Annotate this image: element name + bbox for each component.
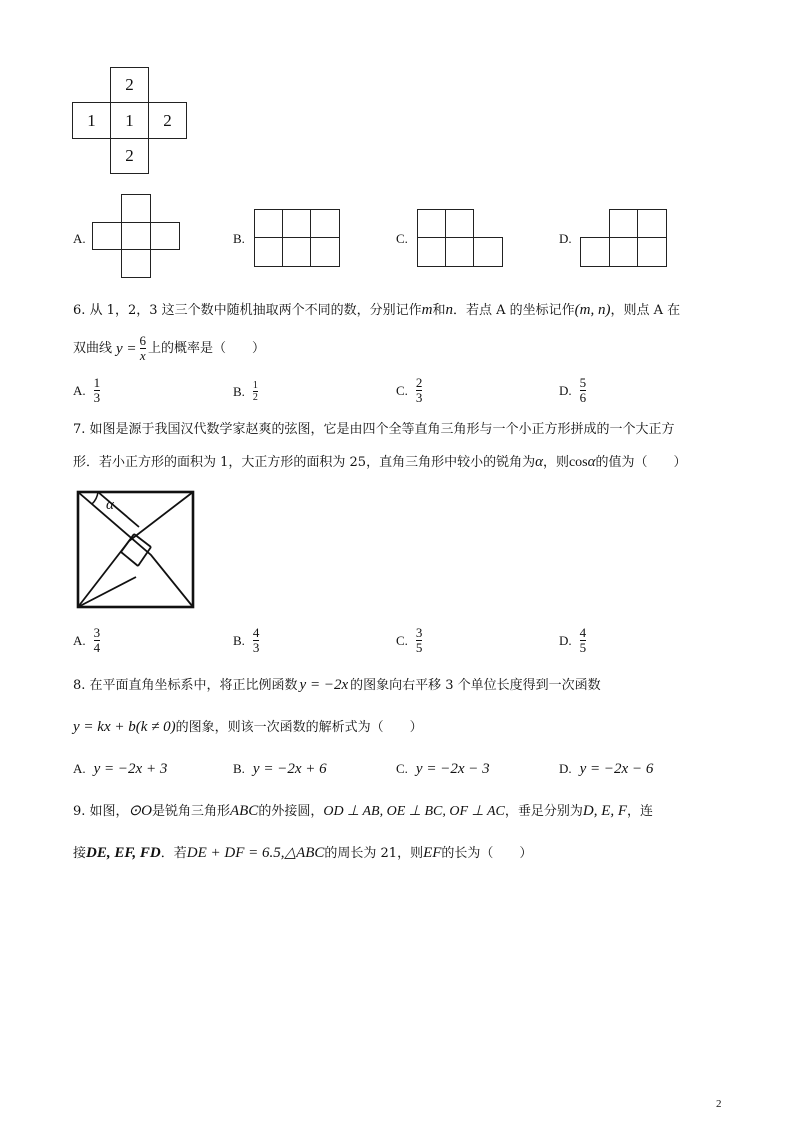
q8-option-c[interactable] xyxy=(396,761,490,777)
q6-text-and: 和 xyxy=(432,303,446,318)
q6-question-line1 xyxy=(73,302,680,319)
q8-question-line2 xyxy=(73,719,423,736)
q8-option-c-label: C. xyxy=(396,761,408,776)
q6-option-d-label: D. xyxy=(559,382,572,398)
q6-text-5: 上的概率是（ ） xyxy=(148,340,266,356)
q6-frac-den: x xyxy=(139,348,146,363)
q6-question-line2 xyxy=(73,334,265,363)
q7-figure-alpha-label: α xyxy=(106,497,114,513)
q7-option-a[interactable] xyxy=(73,626,100,655)
q7-option-b[interactable] xyxy=(233,626,259,655)
q9-ef: EF xyxy=(423,845,442,861)
q7-option-c-fraction: $\frac{3}{5}$ xyxy=(415,625,423,655)
q8-option-c-expr: y = −2x − 3 xyxy=(415,761,490,777)
net-cell-bottom: 2 xyxy=(110,138,149,174)
q7-cos: cos xyxy=(568,455,588,470)
q9-triangle-abc: ABC xyxy=(229,803,259,819)
q7-option-d-fraction: $\frac{4}{5}$ xyxy=(579,625,587,655)
q9-condition: DE + DF = 6.5,△ABC xyxy=(186,845,325,861)
q6-option-c-label: C. xyxy=(396,382,408,398)
q9-text-5: ，连 xyxy=(627,804,654,819)
q7-question-line1: 7. 如图是源于我国汉代数学家赵爽的弦图，它是由四个全等直角三角形与一个小正方形拼成的一个大正方 xyxy=(73,422,675,437)
q6-coordinate: (m, n) xyxy=(574,302,611,318)
q6-var-n: n xyxy=(445,302,453,318)
q6-option-b-label: B. xyxy=(233,383,245,399)
q8-option-a[interactable] xyxy=(73,761,167,777)
net-cell-top: 2 xyxy=(110,67,149,103)
q5-option-c-label: C. xyxy=(396,231,408,246)
q7-alpha-2: α xyxy=(587,454,596,470)
q8-option-b-expr: y = −2x + 6 xyxy=(252,761,327,777)
net-cell-right: 2 xyxy=(148,102,187,139)
q6-var-m: m xyxy=(421,302,433,318)
q9-text-7: ．若 xyxy=(160,846,187,861)
q8-option-a-label: A. xyxy=(73,761,86,776)
q6-fraction-6-over-x xyxy=(140,334,147,363)
q9-feet-def: D, E, F xyxy=(582,803,628,819)
q6-option-d[interactable] xyxy=(559,376,586,405)
q5-option-b-label: B. xyxy=(233,231,245,246)
q7-option-a-label: A. xyxy=(73,632,86,648)
q7-text-2: ，则 xyxy=(542,455,569,470)
q8-option-b-label: B. xyxy=(233,761,245,776)
q9-segments: DE, EF, FD xyxy=(86,845,161,861)
q9-text-2: 是锐角三角形 xyxy=(151,804,230,819)
q8-text-3: 的图象，则该一次函数的解析式为（ ） xyxy=(175,720,423,735)
zhao-shuang-hypotenuse-diagram xyxy=(76,490,196,612)
q8-function: y = −2x xyxy=(299,677,349,693)
q6-text-3: ，则点 A 在 xyxy=(610,303,681,318)
q6-text-4: 双曲线 xyxy=(73,340,113,356)
q6-option-c[interactable] xyxy=(396,376,422,405)
q7-question-line2 xyxy=(73,454,687,471)
q8-option-d-expr: y = −2x − 6 xyxy=(579,761,654,777)
q9-text-4: ，垂足分别为 xyxy=(504,804,583,819)
q8-text-2: 的图象向右平移 3 个单位长度得到一次函数 xyxy=(350,678,601,693)
q6-option-d-fraction: $\frac{5}{6}$ xyxy=(579,375,587,405)
q5-option-d-label: D. xyxy=(559,231,572,246)
page-number: 2 xyxy=(716,1098,722,1110)
q7-option-a-fraction: $\frac{3}{4}$ xyxy=(93,625,101,655)
q9-text-6: 接 xyxy=(73,846,87,861)
q8-linear-function: y = kx + b(k ≠ 0) xyxy=(73,719,176,735)
q8-option-a-expr: y = −2x + 3 xyxy=(93,761,168,777)
q6-option-a-fraction: $\frac{1}{3}$ xyxy=(93,375,101,405)
q6-option-c-fraction: $\frac{2}{3}$ xyxy=(415,375,423,405)
q7-alpha: α xyxy=(535,454,543,470)
q7-option-d[interactable] xyxy=(559,626,586,655)
q8-option-d[interactable] xyxy=(559,761,653,777)
q9-question-line1 xyxy=(73,803,653,820)
q7-option-b-fraction: $\frac{4}{3}$ xyxy=(252,625,260,655)
net-cell-center: 1 xyxy=(110,102,149,139)
q6-text-1: 6. 从 1，2，3 这三个数中随机抽取两个不同的数，分别记作 xyxy=(73,303,422,318)
q9-text-3: 的外接圆， xyxy=(258,804,324,819)
q8-option-b[interactable] xyxy=(233,761,327,777)
net-cell-left: 1 xyxy=(72,102,111,139)
q9-text-8: 的周长为 21，则 xyxy=(324,846,424,861)
q6-text-2: ．若点 A 的坐标记作 xyxy=(452,303,575,318)
q7-option-c-label: C. xyxy=(396,632,408,648)
q7-option-c[interactable] xyxy=(396,626,422,655)
q8-option-d-label: D. xyxy=(559,761,572,776)
q9-perpendiculars: OD ⊥ AB, OE ⊥ BC, OF ⊥ AC xyxy=(323,804,505,819)
q6-option-a-label: A. xyxy=(73,382,86,398)
q6-frac-num: 6 xyxy=(139,333,147,348)
q6-option-a[interactable] xyxy=(73,376,100,405)
q9-question-line2 xyxy=(73,845,532,862)
q9-text-1: 9. 如图， xyxy=(73,804,129,819)
q7-option-b-label: B. xyxy=(233,632,245,648)
q8-question-line1 xyxy=(73,677,601,694)
q9-text-9: 的长为（ ） xyxy=(441,846,533,861)
q9-circle-o: ⊙O xyxy=(128,803,152,819)
q7-text-3: 的值为（ ） xyxy=(595,455,687,470)
q7-text-1: 形．若小正方形的面积为 1，大正方形的面积为 25，直角三角形中较小的锐角为 xyxy=(73,455,536,470)
q6-y-equals: y = xyxy=(116,340,137,357)
q8-text-1: 8. 在平面直角坐标系中，将正比例函数 xyxy=(73,678,298,693)
q6-option-b-fraction: $\frac{1}{2}$ xyxy=(252,380,258,403)
q5-option-a-label: A. xyxy=(73,231,86,246)
q6-option-b[interactable] xyxy=(233,380,258,403)
q7-option-d-label: D. xyxy=(559,632,572,648)
